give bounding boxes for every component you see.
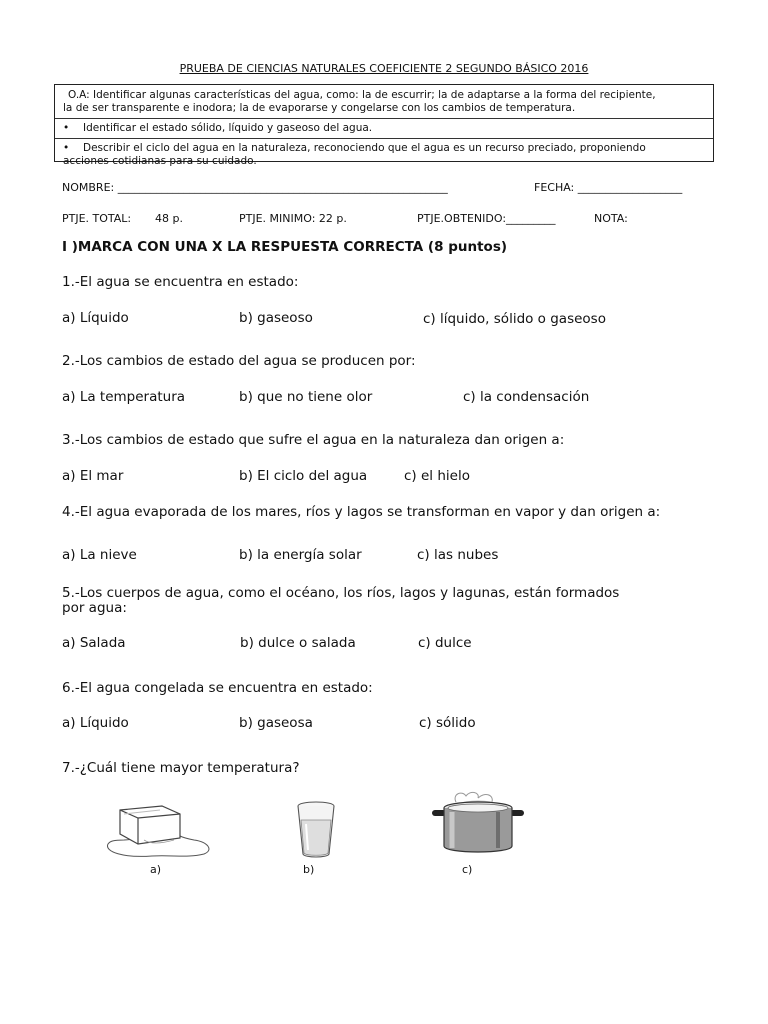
option-2a[interactable]: a) La temperatura (62, 389, 186, 405)
question-4: 4.-El agua evaporada de los mares, ríos y lagos se transforman en vapor y dan origen a: (62, 504, 661, 520)
option-3b[interactable]: b) El ciclo del agua (239, 468, 368, 484)
option-6a[interactable]: a) Líquido (62, 715, 129, 731)
total-score-value: 48 p. (155, 212, 183, 225)
option-1a[interactable]: a) Líquido (62, 310, 129, 326)
date-field[interactable]: FECHA: ___________________ (534, 181, 683, 194)
option-6c[interactable]: c) sólido (419, 715, 476, 731)
section-title: I )MARCA CON UNA X LA RESPUESTA CORRECTA (8 puntos) (62, 239, 508, 255)
objectives-box (54, 84, 714, 167)
option-1b[interactable]: b) gaseoso (239, 310, 313, 326)
objective-bullet (63, 122, 713, 135)
divider (55, 138, 713, 139)
option-5b[interactable]: b) dulce o salada (240, 635, 356, 651)
grade-field[interactable]: NOTA: (594, 212, 628, 225)
option-3c[interactable]: c) el hielo (404, 468, 470, 484)
objective-bullet (63, 142, 713, 155)
option-1c[interactable]: c) líquido, sólido o gaseoso (423, 311, 606, 327)
option-4c[interactable]: c) las nubes (417, 547, 499, 563)
question-1: 1.-El agua se encuentra en estado: (62, 274, 299, 290)
option-6b[interactable]: b) gaseosa (239, 715, 313, 731)
page-title: PRUEBA DE CIENCIAS NATURALES COEFICIENTE 2 SEGUNDO BÁSICO 2016 (179, 62, 589, 75)
question-5-continued: por agua: (62, 600, 127, 616)
objective-line: O.A: Identificar algunas características del agua, como: la de escurrir; la de adaptarse a la forma del recipiente, (68, 89, 656, 101)
image-caption-b: b) (303, 863, 315, 876)
bullet-icon: • (63, 142, 70, 154)
objective-bullet-text: Identificar el estado sólido, líquido y gaseoso del agua. (83, 122, 373, 134)
bullet-icon: • (63, 122, 70, 134)
option-5a[interactable]: a) Salada (62, 635, 126, 651)
boiling-pot-icon[interactable] (428, 788, 528, 858)
objective-bullet-text: acciones cotidianas para su cuidado. (63, 155, 257, 167)
objective-bullet-text: Describir el ciclo del agua en la naturaleza, reconociendo que el agua es un recurso preciado, proponiendo (83, 142, 646, 154)
question-5: 5.-Los cuerpos de agua, como el océano, los ríos, lagos y lagunas, están formados (62, 585, 620, 601)
question-6: 6.-El agua congelada se encuentra en estado: (62, 680, 373, 696)
option-3a[interactable]: a) El mar (62, 468, 124, 484)
option-4b[interactable]: b) la energía solar (239, 547, 362, 563)
glass-of-water-icon[interactable] (294, 800, 338, 860)
melting-ice-cube-icon[interactable] (104, 800, 214, 860)
question-3: 3.-Los cambios de estado que sufre el agua en la naturaleza dan origen a: (62, 432, 565, 448)
name-field[interactable]: NOMBRE: ____________________________________________________________ (62, 181, 448, 194)
divider (55, 118, 713, 119)
option-4a[interactable]: a) La nieve (62, 547, 137, 563)
option-2c[interactable]: c) la condensación (463, 389, 590, 405)
min-score-label: PTJE. MINIMO: 22 p. (239, 212, 347, 225)
total-score-label: PTJE. TOTAL: (62, 212, 132, 225)
image-caption-c: c) (462, 863, 473, 876)
image-caption-a: a) (150, 863, 162, 876)
question-7: 7.-¿Cuál tiene mayor temperatura? (62, 760, 300, 776)
question-2: 2.-Los cambios de estado del agua se producen por: (62, 353, 416, 369)
option-2b[interactable]: b) que no tiene olor (239, 389, 373, 405)
objective-line: la de ser transparente e inodora; la de evaporarse y congelarse con los cambios de temperatura. (63, 102, 576, 114)
obtained-score-field[interactable]: PTJE.OBTENIDO:_________ (417, 212, 556, 225)
option-5c[interactable]: c) dulce (418, 635, 472, 651)
